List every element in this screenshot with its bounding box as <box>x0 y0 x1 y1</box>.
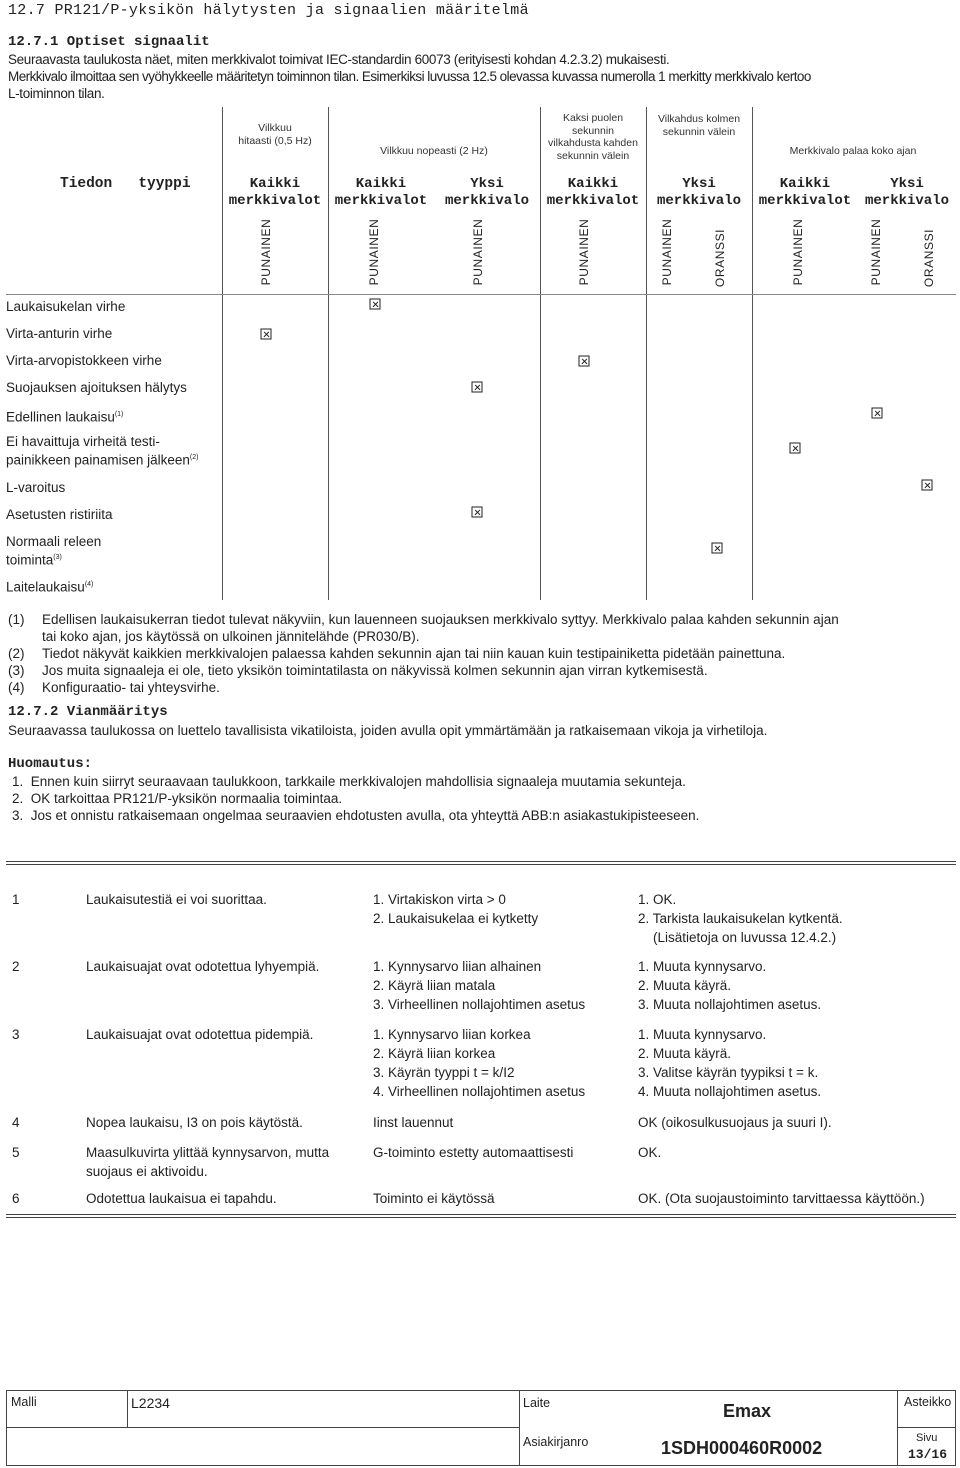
fault-cause <box>373 1025 585 1101</box>
row-label: Laitelaukaisu$^{(4)}$ <box>6 579 94 595</box>
group-head-double: Kaksi puolen sekunnin vilkahdusta kahden sekunnin välein <box>548 112 638 162</box>
footer-title-block <box>6 1390 956 1466</box>
fault-description <box>86 1025 313 1044</box>
fault-remedy-line: 3. Valitse käyrän tyypiksi t = k. <box>638 1065 819 1080</box>
row-label: Ei havaittuja virheitä testi- painikkeen painamisen jälkeen$^{(2)}$ <box>6 434 199 468</box>
fault-remedy-line: 3. Muuta nollajohtimen asetus. <box>638 997 822 1012</box>
fault-cause <box>373 890 538 928</box>
page-label: Sivu <box>916 1432 938 1444</box>
footnote-4: (4) Konfiguraatio- tai yhteysvirhe. <box>8 680 220 695</box>
fault-cause <box>373 1113 453 1132</box>
fault-number: 1 <box>12 892 20 907</box>
light-head-one: Yksi merkkivalo <box>864 176 949 209</box>
fault-cause-line: Toiminto ei käytössä <box>373 1191 495 1206</box>
fault-remedy-line: 1. Muuta kynnysarvo. <box>638 959 767 974</box>
color-red: PUNAINEN <box>259 218 273 286</box>
model-label: Malli <box>11 1395 37 1409</box>
note-item: 2. OK tarkoittaa PR121/P-yksikön normaalia toimintaa. <box>12 791 343 806</box>
footnote-2: (2) Tiedot näkyvät kaikkien merkkivalojen palaessa kahden sekunnin ajan tai niin kauan kuin testipainiketta pidetään painettuna. <box>8 646 786 661</box>
fault-description <box>86 957 319 976</box>
group-head-slow: Vilkkuu hitaasti (0,5 Hz) <box>238 122 312 147</box>
fault-cause <box>373 957 585 1014</box>
fault-cause <box>373 1143 573 1162</box>
section-title: 12.7 PR121/P-yksikön hälytysten ja signaalien määritelmä <box>8 2 529 19</box>
footnote-1: (1) Edellisen laukaisukerran tiedot tulevat näkyviin, kun lauenneen suojauksen merkkivalo syttyy. Merkkivalo palaa kahden sekunnin ajan tai koko ajan, jos käytössä on ulkoinen jännitelähde (PR030/B). <box>8 612 839 644</box>
fault-description-line: Laukaisuajat ovat odotettua pidempiä. <box>86 1027 314 1042</box>
row-label: L-varoitus <box>6 480 66 495</box>
fault-description <box>86 1113 303 1132</box>
fault-cause-line: 2. Käyrä liian matala <box>373 978 496 993</box>
group-head-three-sec: Vilkahdus kolmen sekunnin välein <box>657 113 741 138</box>
fault-remedy-line: OK (oikosulkusuojaus ja suuri I). <box>638 1115 832 1130</box>
light-head-all: Kaikki merkkivalot <box>228 176 322 209</box>
fault-remedy-line: 1. Muuta kynnysarvo. <box>638 1027 767 1042</box>
fault-number: 6 <box>12 1191 20 1206</box>
scale-label: Asteikko <box>904 1395 952 1409</box>
fault-description <box>86 1143 329 1181</box>
fault-cause-line: 1. Kynnysarvo liian alhainen <box>373 959 542 974</box>
fault-cause-line: 3. Virheellinen nollajohtimen asetus <box>373 997 586 1012</box>
color-red: PUNAINEN <box>471 218 485 286</box>
color-red: PUNAINEN <box>869 218 883 286</box>
fault-cause-line: 2. Käyrä liian korkea <box>373 1046 496 1061</box>
fault-number: 4 <box>12 1115 20 1130</box>
fault-remedy-line: 2. Muuta käyrä. <box>638 978 732 993</box>
fault-remedy <box>638 957 821 1014</box>
fault-description-line: Maasulkuvirta ylittää kynnysarvon, mutta <box>86 1145 330 1160</box>
info-type-header: Tiedon tyyppi <box>60 176 191 192</box>
note-heading: Huomautus: <box>8 756 93 772</box>
fault-remedy-line: 2. Muuta käyrä. <box>638 1046 732 1061</box>
fault-remedy <box>638 1113 832 1132</box>
footnote-3: (3) Jos muita signaaleja ei ole, tieto yksikön toimintatilasta on näkyvissä kolmen sekunnin ajan virran kytkemisestä. <box>8 663 708 678</box>
fault-cause-line: 2. Laukaisukelaa ei kytketty <box>373 911 539 926</box>
fault-remedy <box>638 890 843 947</box>
intro-line-2: Merkkivalo ilmoittaa sen vyöhykkeelle määritetyn toiminnon tilan. Esimerkiksi luvussa 12.5 olevassa kuvassa numerolla 1 merkitty merkkivalo kertoo <box>8 69 811 84</box>
note-item: 3. Jos et onnistu ratkaisemaan ongelmaa seuraavien ehdotusten avulla, ota yhteyttä ABB:n asiakastukipisteeseen. <box>12 808 700 823</box>
color-orange: ORANSSI <box>922 228 936 288</box>
fault-remedy <box>638 1025 821 1101</box>
fault-cause-line: 1. Kynnysarvo liian korkea <box>373 1027 531 1042</box>
fault-description-line: Odotettua laukaisua ei tapahdu. <box>86 1191 277 1206</box>
fault-remedy-line: OK. <box>638 1145 662 1160</box>
diagnosis-text: Seuraavassa taulukossa on luettelo tavallisista vikatiloista, joiden avulla opit ymmärtämään ja ratkaisemaan vikoja ja virhetiloja. <box>8 723 768 738</box>
fault-cause <box>373 1189 495 1208</box>
fault-remedy-line: 4. Muuta nollajohtimen asetus. <box>638 1084 822 1099</box>
color-red: PUNAINEN <box>577 218 591 286</box>
fault-cause-line: 4. Virheellinen nollajohtimen asetus <box>373 1084 586 1099</box>
light-head-one: Yksi merkkivalo <box>444 176 529 209</box>
subsection-title: 12.7.1 Optiset signaalit <box>8 34 210 50</box>
row-label: Edellinen laukaisu$^{(1)}$ <box>6 409 124 425</box>
fault-description-line: Laukaisutestiä ei voi suorittaa. <box>86 892 267 907</box>
model-value: L2234 <box>131 1395 170 1411</box>
device-label: Laite <box>523 1396 551 1410</box>
light-head-one: Yksi merkkivalo <box>656 176 741 209</box>
group-head-steady: Merkkivalo palaa koko ajan <box>789 145 917 157</box>
note-item: 1. Ennen kuin siirryt seuraavaan taulukkoon, tarkkaile merkkivalojen mahdollisia signaaleja muutamia sekunteja. <box>12 774 686 789</box>
page-number: 13/16 <box>908 1447 948 1462</box>
fault-description-line: suojaus ei aktivoidu. <box>86 1164 208 1179</box>
document-number: 1SDH000460R0002 <box>661 1438 823 1458</box>
row-label: Virta-anturin virhe <box>6 326 113 341</box>
fault-number: 2 <box>12 959 20 974</box>
light-head-all: Kaikki merkkivalot <box>546 176 640 209</box>
fault-remedy-line: (Lisätietoja on luvussa 12.4.2.) <box>638 930 837 945</box>
color-red: PUNAINEN <box>791 218 805 286</box>
fault-cause-line: 1. Virtakiskon virta > 0 <box>373 892 506 907</box>
document-number-label: Asiakirjanro <box>523 1435 589 1449</box>
intro-line-3: L-toiminnon tilan. <box>8 86 105 101</box>
fault-cause-line: Iinst lauennut <box>373 1115 454 1130</box>
fault-description-line: Laukaisuajat ovat odotettua lyhyempiä. <box>86 959 320 974</box>
color-red: PUNAINEN <box>660 218 674 286</box>
group-head-fast: Vilkkuu nopeasti (2 Hz) <box>380 145 488 157</box>
fault-cause-line: G-toiminto estetty automaattisesti <box>373 1145 574 1160</box>
fault-remedy-line: OK. (Ota suojaustoiminto tarvittaessa käyttöön.) <box>638 1191 925 1206</box>
light-head-all: Kaikki merkkivalot <box>334 176 428 209</box>
intro-line-1: Seuraavasta taulukosta näet, miten merkkivalot toimivat IEC-standardin 60073 (erityisesti kohdan 4.2.3.2) mukaisesti. <box>8 52 670 67</box>
row-label: Asetusten ristiriita <box>6 507 113 522</box>
diagnosis-heading: 12.7.2 Vianmääritys <box>8 704 168 720</box>
fault-number: 3 <box>12 1027 20 1042</box>
fault-description <box>86 1189 277 1208</box>
fault-number: 5 <box>12 1145 20 1160</box>
fault-description <box>86 890 267 909</box>
device-value: Emax <box>723 1401 772 1421</box>
row-label: Laukaisukelan virhe <box>6 299 126 314</box>
color-red: PUNAINEN <box>367 218 381 286</box>
fault-remedy-line: 1. OK. <box>638 892 677 907</box>
light-head-all: Kaikki merkkivalot <box>758 176 852 209</box>
fault-remedy <box>638 1189 925 1208</box>
fault-remedy <box>638 1143 661 1162</box>
row-label: Suojauksen ajoituksen hälytys <box>6 380 187 395</box>
fault-description-line: Nopea laukaisu, I3 on pois käytöstä. <box>86 1115 303 1130</box>
fault-remedy-line: 2. Tarkista laukaisukelan kytkentä. <box>638 911 843 926</box>
fault-cause-line: 3. Käyrän tyyppi t = k/I2 <box>373 1065 515 1080</box>
row-label: Virta-arvopistokkeen virhe <box>6 353 162 368</box>
row-label: Normaali releen toiminta$^{(3)}$ <box>6 534 102 568</box>
color-orange: ORANSSI <box>713 228 727 288</box>
